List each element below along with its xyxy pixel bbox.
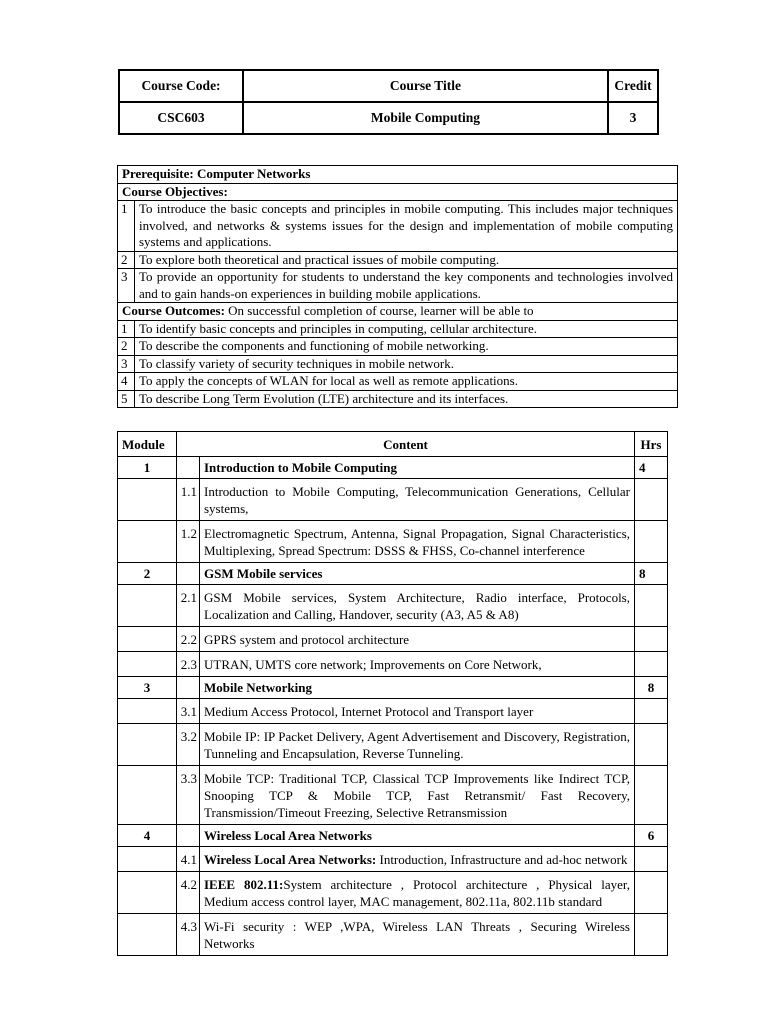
submodule-text: GSM Mobile services, System Architecture, Radio interface, Protocols, Localization and Calling, Handover, security (A3, A5 & A8) xyxy=(200,585,635,627)
hrs-header: Hrs xyxy=(635,432,668,457)
outcome-number: 1 xyxy=(118,320,135,338)
objective-number: 2 xyxy=(118,251,135,269)
submodule-row xyxy=(118,766,668,825)
objective-number: 3 xyxy=(118,269,135,303)
submodule-text xyxy=(200,872,635,914)
submodule-row xyxy=(118,699,668,724)
module-row xyxy=(118,825,668,847)
submodule-row xyxy=(118,724,668,766)
outcome-row xyxy=(118,320,678,338)
submodule-row xyxy=(118,585,668,627)
objectives-heading: Course Objectives: xyxy=(118,183,678,201)
module-row xyxy=(118,563,668,585)
submodule-text: Mobile IP: IP Packet Delivery, Agent Advertisement and Discovery, Registration, Tunneling and Encapsulation, Reverse Tunneling. xyxy=(200,724,635,766)
submodule-row xyxy=(118,914,668,956)
submodule-number: 1.2 xyxy=(177,521,200,563)
credit-header: Credit xyxy=(608,70,658,102)
submodule-rest: Introduction, Infrastructure and ad-hoc network xyxy=(376,852,628,867)
submodule-row xyxy=(118,521,668,563)
course-code-value: CSC603 xyxy=(119,102,243,134)
module-row xyxy=(118,677,668,699)
outcome-number: 5 xyxy=(118,390,135,408)
objective-row xyxy=(118,251,678,269)
module-title: GSM Mobile services xyxy=(200,563,635,585)
outcome-text: To identify basic concepts and principles in computing, cellular architecture. xyxy=(135,320,678,338)
submodule-number: 3.3 xyxy=(177,766,200,825)
outcome-text: To describe the components and functioning of mobile networking. xyxy=(135,338,678,356)
module-title: Mobile Networking xyxy=(200,677,635,699)
submodule-text: GPRS system and protocol architecture xyxy=(200,627,635,652)
module-hours: 6 xyxy=(635,825,668,847)
submodule-text: Mobile TCP: Traditional TCP, Classical TCP Improvements like Indirect TCP, Snooping TCP & Mobile TCP, Fast Retransmit/ Fast Recovery, Transmission/Timeout Freezing, Selective Retransmission xyxy=(200,766,635,825)
submodule-text: Medium Access Protocol, Internet Protocol and Transport layer xyxy=(200,699,635,724)
module-number: 3 xyxy=(118,677,177,699)
objective-row xyxy=(118,269,678,303)
outcomes-heading-row xyxy=(118,303,678,321)
submodule-number: 4.1 xyxy=(177,847,200,872)
course-code-header: Course Code: xyxy=(119,70,243,102)
outcome-row xyxy=(118,338,678,356)
submodule-text: Introduction to Mobile Computing, Telecommunication Generations, Cellular systems, xyxy=(200,479,635,521)
module-number: 2 xyxy=(118,563,177,585)
submodule-row xyxy=(118,847,668,872)
module-number: 4 xyxy=(118,825,177,847)
objective-text: To explore both theoretical and practical issues of mobile computing. xyxy=(135,251,678,269)
objective-text: To introduce the basic concepts and principles in mobile computing. This includes major techniques involved, and networks & systems issues for the design and implementation of mobile computing systems and applications. xyxy=(135,201,678,252)
submodule-row xyxy=(118,872,668,914)
module-hours: 4 xyxy=(635,457,668,479)
submodule-text xyxy=(200,847,635,872)
submodule-number: 2.1 xyxy=(177,585,200,627)
course-info-table xyxy=(117,165,678,408)
submodule-number: 2.2 xyxy=(177,627,200,652)
submodule-row xyxy=(118,652,668,677)
module-number: 1 xyxy=(118,457,177,479)
outcomes-intro: On successful completion of course, learner will be able to xyxy=(224,303,534,318)
objective-row xyxy=(118,201,678,252)
submodule-text: Wi-Fi security : WEP ,WPA, Wireless LAN Threats , Securing Wireless Networks xyxy=(200,914,635,956)
submodule-row xyxy=(118,479,668,521)
submodule-number: 2.3 xyxy=(177,652,200,677)
module-content-table xyxy=(117,431,668,956)
submodule-number: 3.1 xyxy=(177,699,200,724)
submodule-row xyxy=(118,627,668,652)
submodule-number: 3.2 xyxy=(177,724,200,766)
submodule-number: 4.3 xyxy=(177,914,200,956)
submodule-number: 4.2 xyxy=(177,872,200,914)
module-title: Wireless Local Area Networks xyxy=(200,825,635,847)
credit-value: 3 xyxy=(608,102,658,134)
content-header: Content xyxy=(177,432,635,457)
outcome-number: 4 xyxy=(118,373,135,391)
objective-number: 1 xyxy=(118,201,135,252)
module-row xyxy=(118,457,668,479)
prerequisite: Prerequisite: Computer Networks xyxy=(118,166,678,184)
submodule-bold-lead: IEEE 802.11: xyxy=(204,877,284,892)
course-header-table xyxy=(118,69,659,135)
outcome-row xyxy=(118,390,678,408)
module-hours: 8 xyxy=(635,563,668,585)
outcome-text: To apply the concepts of WLAN for local as well as remote applications. xyxy=(135,373,678,391)
outcome-number: 3 xyxy=(118,355,135,373)
outcome-row xyxy=(118,373,678,391)
submodule-rest: System architecture , Protocol architecture , Physical layer, Medium access control layer, MAC management, 802.11a, 802.11b standard xyxy=(204,877,630,909)
objective-text: To provide an opportunity for students to understand the key components and technologies involved and to gain hands-on experiences in building mobile applications. xyxy=(135,269,678,303)
submodule-text: UTRAN, UMTS core network; Improvements on Core Network, xyxy=(200,652,635,677)
module-hours: 8 xyxy=(635,677,668,699)
module-title: Introduction to Mobile Computing xyxy=(200,457,635,479)
outcome-text: To classify variety of security techniques in mobile network. xyxy=(135,355,678,373)
submodule-bold-lead: Wireless Local Area Networks: xyxy=(204,852,377,867)
outcome-text: To describe Long Term Evolution (LTE) architecture and its interfaces. xyxy=(135,390,678,408)
course-title-header: Course Title xyxy=(243,70,608,102)
module-header: Module xyxy=(118,432,177,457)
outcome-row xyxy=(118,355,678,373)
course-title-value: Mobile Computing xyxy=(243,102,608,134)
outcomes-heading: Course Outcomes: xyxy=(122,303,225,318)
outcome-number: 2 xyxy=(118,338,135,356)
submodule-number: 1.1 xyxy=(177,479,200,521)
submodule-text: Electromagnetic Spectrum, Antenna, Signal Propagation, Signal Characteristics, Multiplexing, Spread Spectrum: DSSS & FHSS, Co-channel interference xyxy=(200,521,635,563)
